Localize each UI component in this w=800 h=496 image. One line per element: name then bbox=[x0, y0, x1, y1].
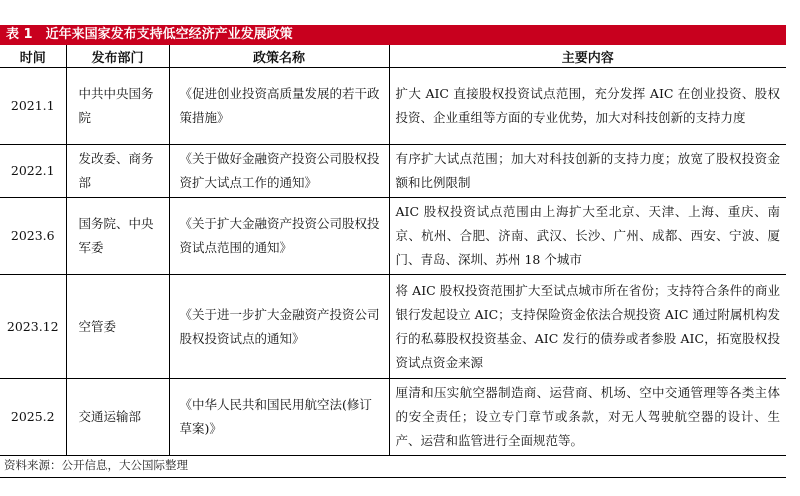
cell-time: 2025.2 bbox=[0, 379, 66, 456]
cell-policy: 《促进创业投资高质量发展的若干政策措施》 bbox=[169, 68, 389, 145]
policy-table bbox=[0, 45, 786, 456]
bottom-rule bbox=[0, 477, 786, 478]
cell-content: AIC 股权投资试点范围由上海扩大至北京、天津、上海、重庆、南京、杭州、合肥、济南、武汉、长沙、广州、成都、西安、宁波、厦门、青岛、深圳、苏州 18 个城市 bbox=[389, 198, 786, 275]
table-row bbox=[0, 68, 786, 145]
cell-dept: 国务院、中央军委 bbox=[66, 198, 169, 275]
cell-policy: 《关于进一步扩大金融资产投资公司股权投资试点的通知》 bbox=[169, 275, 389, 379]
table-row bbox=[0, 198, 786, 275]
cell-time: 2021.1 bbox=[0, 68, 66, 145]
cell-policy: 《关于做好金融资产投资公司股权投资扩大试点工作的通知》 bbox=[169, 145, 389, 198]
cell-time: 2022.1 bbox=[0, 145, 66, 198]
header-dept: 发布部门 bbox=[66, 45, 169, 68]
cell-policy: 《关于扩大金融资产投资公司股权投资试点范围的通知》 bbox=[169, 198, 389, 275]
header-content: 主要内容 bbox=[389, 45, 786, 68]
table-title: 表 1 近年来国家发布支持低空经济产业发展政策 bbox=[0, 25, 786, 45]
table-row bbox=[0, 145, 786, 198]
table-row bbox=[0, 275, 786, 379]
cell-content: 将 AIC 股权投资范围扩大至试点城市所在省份；支持符合条件的商业银行发起设立 AIC；支持保险资金依法合规投资 AIC 通过附属机构发行的私募股权投资基金、AIC 发行的债券或者参股 AIC，拓宽股权投资试点资金来源 bbox=[389, 275, 786, 379]
cell-dept: 交通运输部 bbox=[66, 379, 169, 456]
cell-time: 2023.12 bbox=[0, 275, 66, 379]
cell-dept: 空管委 bbox=[66, 275, 169, 379]
cell-dept: 发改委、商务部 bbox=[66, 145, 169, 198]
header-row bbox=[0, 45, 786, 68]
cell-time: 2023.6 bbox=[0, 198, 66, 275]
source-note: 资料来源：公开信息，大公国际整理 bbox=[4, 458, 188, 472]
header-time: 时间 bbox=[0, 45, 66, 68]
cell-content: 扩大 AIC 直接股权投资试点范围，充分发挥 AIC 在创业投资、股权投资、企业重组等方面的专业优势，加大对科技创新的支持力度 bbox=[389, 68, 786, 145]
cell-content: 厘清和压实航空器制造商、运营商、机场、空中交通管理等各类主体的安全责任；设立专门章节或条款，对无人驾驶航空器的设计、生产、运营和监管进行全面规范等。 bbox=[389, 379, 786, 456]
cell-policy: 《中华人民共和国民用航空法(修订草案)》 bbox=[169, 379, 389, 456]
cell-dept: 中共中央国务院 bbox=[66, 68, 169, 145]
table-row bbox=[0, 379, 786, 456]
cell-content: 有序扩大试点范围；加大对科技创新的支持力度；放宽了股权投资金额和比例限制 bbox=[389, 145, 786, 198]
header-policy: 政策名称 bbox=[169, 45, 389, 68]
